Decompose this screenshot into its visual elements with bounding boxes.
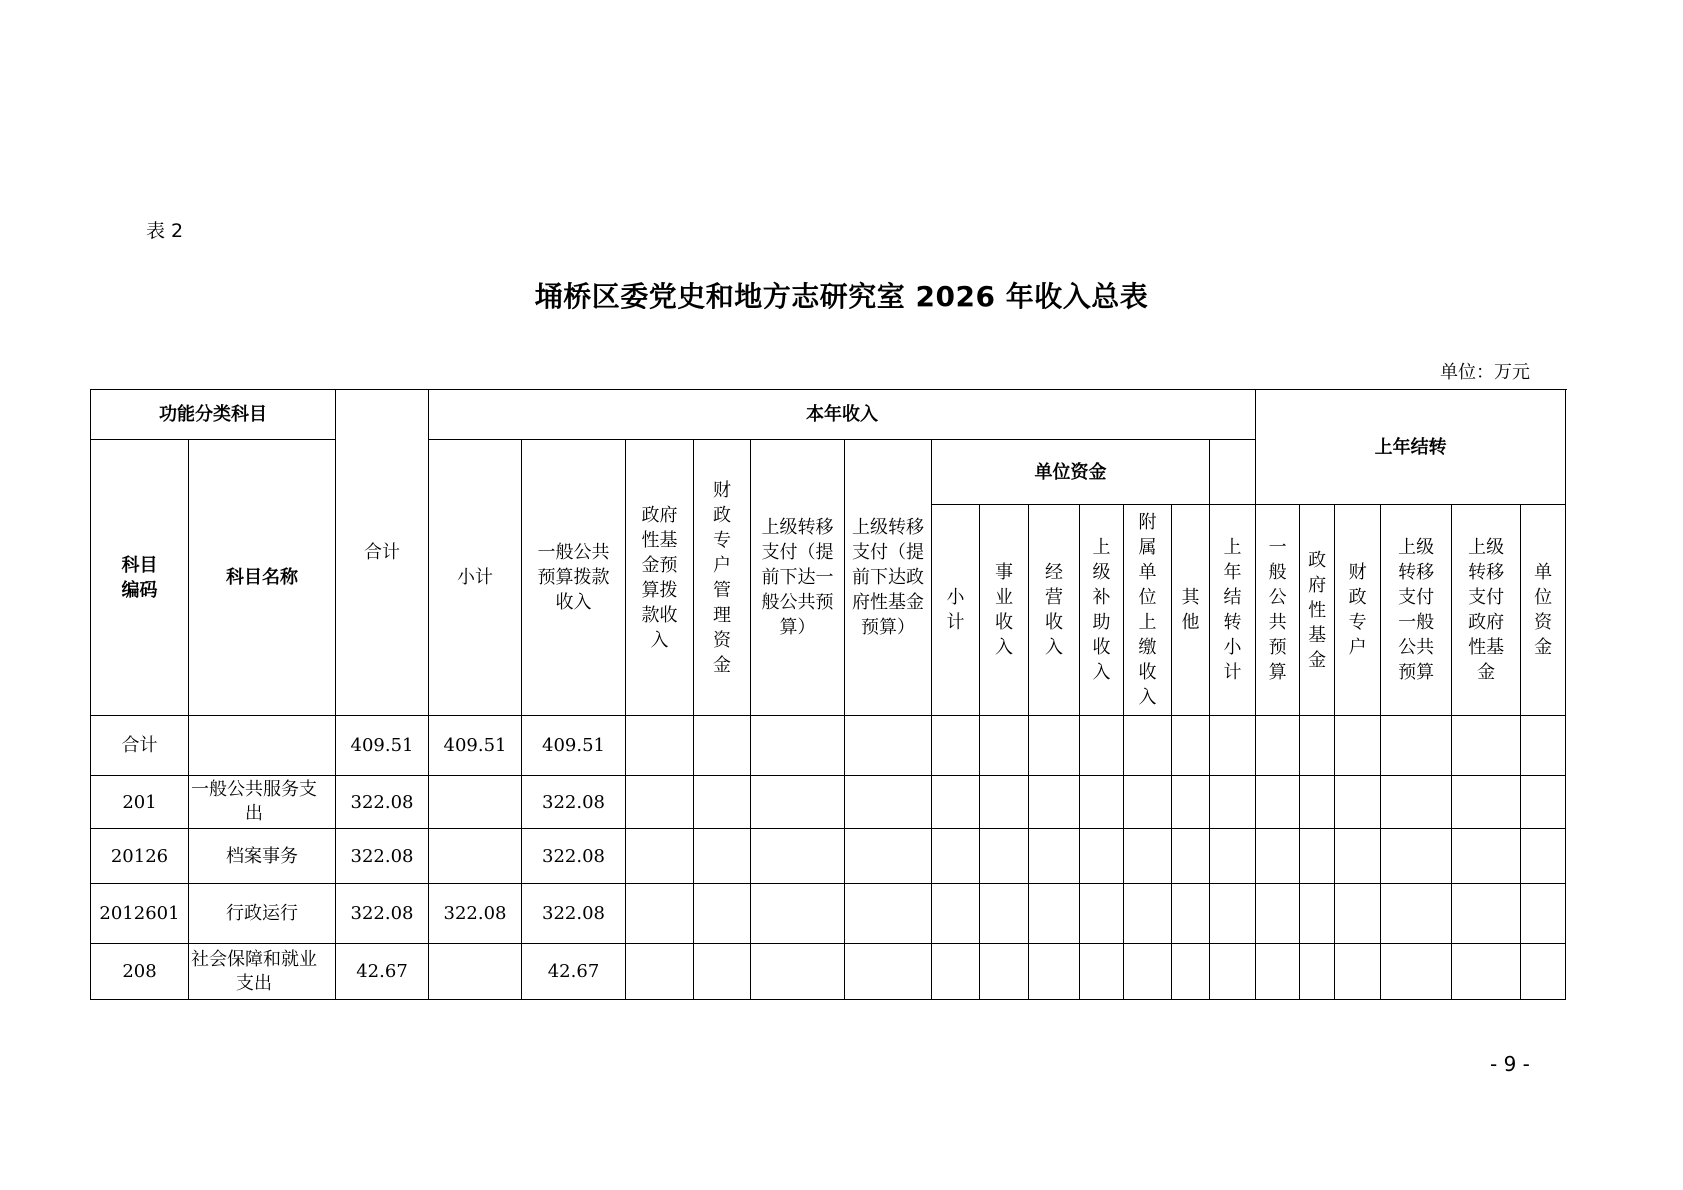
row-code: 201	[91, 776, 189, 829]
ly-transfer-fund-header: 上级转移支付政府性基金	[1452, 505, 1521, 716]
row-name	[189, 716, 336, 776]
table-row	[91, 944, 1566, 1000]
general-budget-header: 一般公共预算拨款收入	[522, 440, 626, 716]
table-row	[91, 716, 1566, 776]
unit-funds-header: 单位资金	[932, 440, 1210, 505]
page-number: - 9 -	[1490, 1052, 1530, 1076]
row-subtotal: 409.51	[429, 716, 522, 776]
row-general: 322.08	[522, 829, 626, 884]
row-general: 322.08	[522, 776, 626, 829]
ly-transfer-general-header: 上级转移支付一般公共预算	[1381, 505, 1452, 716]
income-table	[90, 389, 1566, 1000]
func-class-header: 功能分类科目	[91, 390, 336, 440]
uf-subsidy-header: 上级补助收入	[1080, 505, 1124, 716]
row-subtotal	[429, 776, 522, 829]
fiscal-special-header: 财政专户管理资金	[694, 440, 751, 716]
row-name: 一般公共服务支出	[189, 776, 336, 829]
table-label: 表 2	[146, 220, 184, 242]
name-header: 科目名称	[189, 440, 336, 716]
last-year-header: 上年结转	[1256, 390, 1566, 505]
this-year-header: 本年收入	[429, 390, 1256, 440]
row-subtotal: 322.08	[429, 884, 522, 944]
ly-unit-header: 单位资金	[1521, 505, 1566, 716]
uf-other-header: 其他	[1172, 505, 1210, 716]
ly-fiscal-header: 财政专户	[1335, 505, 1381, 716]
row-subtotal	[429, 944, 522, 1000]
row-general: 322.08	[522, 884, 626, 944]
subtotal-header: 小计	[429, 440, 522, 716]
row-subtotal	[429, 829, 522, 884]
uf-subtotal-header: 小计	[932, 505, 980, 716]
row-name: 社会保障和就业支出	[189, 944, 336, 1000]
transfer-general-header: 上级转移支付（提前下达一般公共预算）	[751, 440, 845, 716]
row-general: 409.51	[522, 716, 626, 776]
ly-general-header: 一般公共预算	[1256, 505, 1300, 716]
uf-affiliated-header: 附属单位上缴收入	[1124, 505, 1172, 716]
table-row	[91, 829, 1566, 884]
row-name: 行政运行	[189, 884, 336, 944]
gov-fund-header: 政府性基金预算拨款收入	[626, 440, 694, 716]
code-header: 科目编码	[91, 440, 189, 716]
row-name: 档案事务	[189, 829, 336, 884]
header-row-1	[91, 390, 1566, 440]
uf-business-header: 事业收入	[980, 505, 1029, 716]
row-total: 409.51	[336, 716, 429, 776]
table-row	[91, 776, 1566, 829]
table-row	[91, 884, 1566, 944]
row-code: 20126	[91, 829, 189, 884]
row-total: 322.08	[336, 776, 429, 829]
unit-label: 单位：万元	[1440, 362, 1530, 383]
ly-gov-fund-header: 政府性基金	[1300, 505, 1335, 716]
row-total: 322.08	[336, 884, 429, 944]
total-header: 合计	[336, 390, 429, 716]
row-total: 322.08	[336, 829, 429, 884]
transfer-fund-header: 上级转移支付（提前下达政府性基金预算）	[845, 440, 932, 716]
ly-subtotal-header: 上年结转小计	[1210, 505, 1256, 716]
row-code: 2012601	[91, 884, 189, 944]
page-title: 埇桥区委党史和地方志研究室 2026 年收入总表	[534, 280, 1149, 313]
row-code: 合计	[91, 716, 189, 776]
row-general: 42.67	[522, 944, 626, 1000]
row-code: 208	[91, 944, 189, 1000]
uf-operating-header: 经营收入	[1029, 505, 1080, 716]
row-total: 42.67	[336, 944, 429, 1000]
